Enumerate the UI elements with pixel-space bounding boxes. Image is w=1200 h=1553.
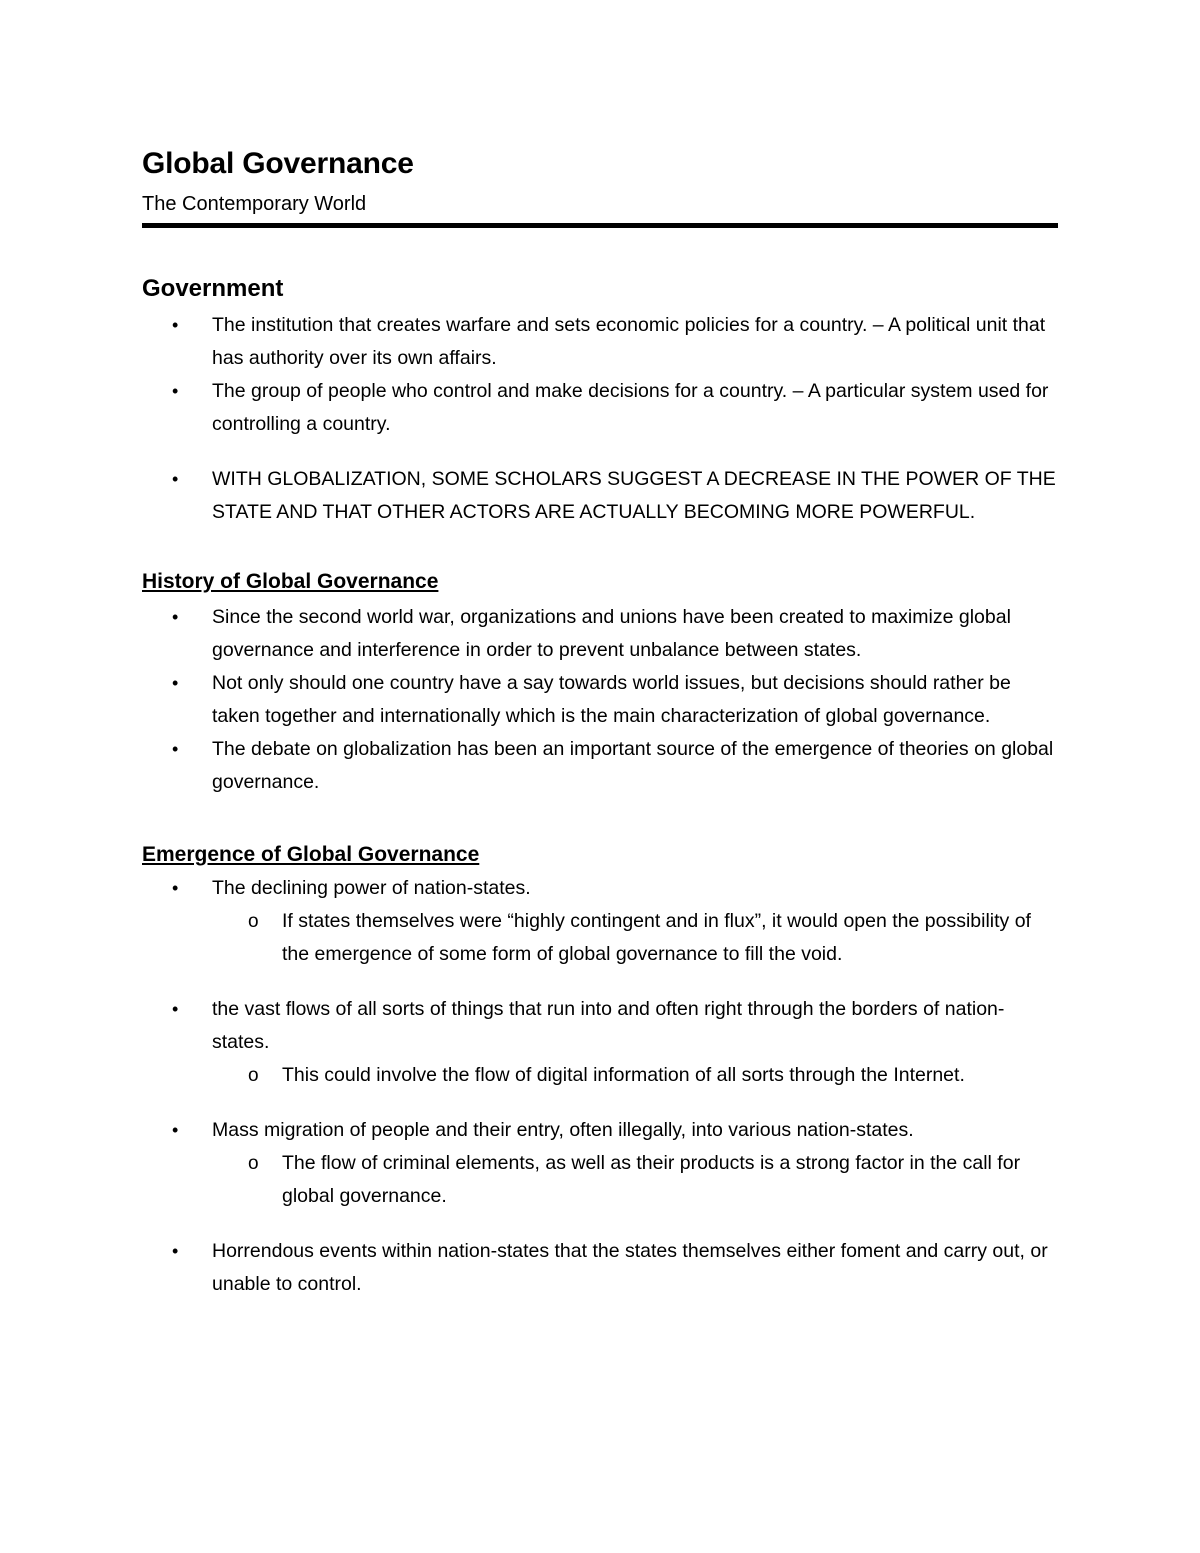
list-item	[142, 667, 1058, 733]
list-item	[142, 733, 1058, 799]
list-item-text: If states themselves were “highly contingent and in flux”, it would open the possibility of the emergence of some form of global governance to fill the void.	[282, 910, 1031, 965]
document-subtitle: The Contemporary World	[142, 193, 367, 215]
bullet-icon: •	[172, 1120, 179, 1140]
list-item	[142, 1235, 1058, 1301]
bullet-icon: •	[172, 1241, 179, 1261]
bullet-icon: •	[172, 739, 179, 759]
list-item-text: WITH GLOBALIZATION, SOME SCHOLARS SUGGEST A DECREASE IN THE POWER OF THE STATE AND THAT OTHER ACTORS ARE ACTUALLY BECOMING MORE POWERFUL.	[212, 468, 1056, 523]
list-item-text: This could involve the flow of digital information of all sorts through the Internet.	[282, 1064, 965, 1086]
list-item	[142, 375, 1058, 441]
circle-bullet-icon: o	[248, 1065, 259, 1086]
title-divider	[142, 223, 1058, 228]
list-item	[142, 601, 1058, 667]
bullet-icon: •	[172, 878, 179, 898]
list-item-text: The flow of criminal elements, as well as their products is a strong factor in the call for global governance.	[282, 1152, 1021, 1207]
government-list	[142, 309, 1058, 529]
list-item-text: Horrendous events within nation-states that the states themselves either foment and carry out, or unable to control.	[212, 1240, 1048, 1295]
list-item-text: Since the second world war, organizations and unions have been created to maximize global governance and interference in order to prevent unbalance between states.	[212, 606, 1011, 661]
section-heading-government: Government	[142, 275, 284, 302]
bullet-icon: •	[172, 607, 179, 627]
circle-bullet-icon: o	[248, 1153, 259, 1174]
list-item	[142, 1114, 1058, 1147]
list-item	[142, 872, 1058, 905]
document-title: Global Governance	[142, 147, 414, 180]
section-heading-emergence: Emergence of Global Governance	[142, 843, 480, 866]
list-spacer	[142, 1213, 1058, 1235]
list-item	[142, 463, 1058, 529]
sub-list-item	[142, 905, 1058, 971]
bullet-icon: •	[172, 315, 179, 335]
list-item-text: The debate on globalization has been an important source of the emergence of theories on global governance.	[212, 738, 1054, 793]
list-spacer	[142, 441, 1058, 463]
list-item	[142, 309, 1058, 375]
bullet-icon: •	[172, 469, 179, 489]
circle-bullet-icon: o	[248, 911, 259, 932]
sub-list-item	[142, 1059, 1058, 1092]
bullet-icon: •	[172, 999, 179, 1019]
bullet-icon: •	[172, 381, 179, 401]
list-item-text: The declining power of nation-states.	[212, 877, 531, 899]
list-item-text: The institution that creates warfare and sets economic policies for a country. – A political unit that has authority over its own affairs.	[212, 314, 1046, 369]
list-spacer	[142, 1092, 1058, 1114]
history-list	[142, 601, 1058, 799]
bullet-icon: •	[172, 673, 179, 693]
list-spacer	[142, 971, 1058, 993]
document-page	[142, 146, 1058, 1301]
list-item-text: the vast flows of all sorts of things that run into and often right through the borders of nation-states.	[212, 998, 1005, 1053]
list-item	[142, 993, 1058, 1059]
list-item-text: The group of people who control and make decisions for a country. – A particular system used for controlling a country.	[212, 380, 1049, 435]
emergence-list	[142, 872, 1058, 1301]
section-heading-history: History of Global Governance	[142, 570, 439, 593]
list-item-text: Not only should one country have a say towards world issues, but decisions should rather be taken together and internationally which is the main characterization of global governance.	[212, 672, 1011, 727]
list-item-text: Mass migration of people and their entry, often illegally, into various nation-states.	[212, 1119, 914, 1141]
sub-list-item	[142, 1147, 1058, 1213]
